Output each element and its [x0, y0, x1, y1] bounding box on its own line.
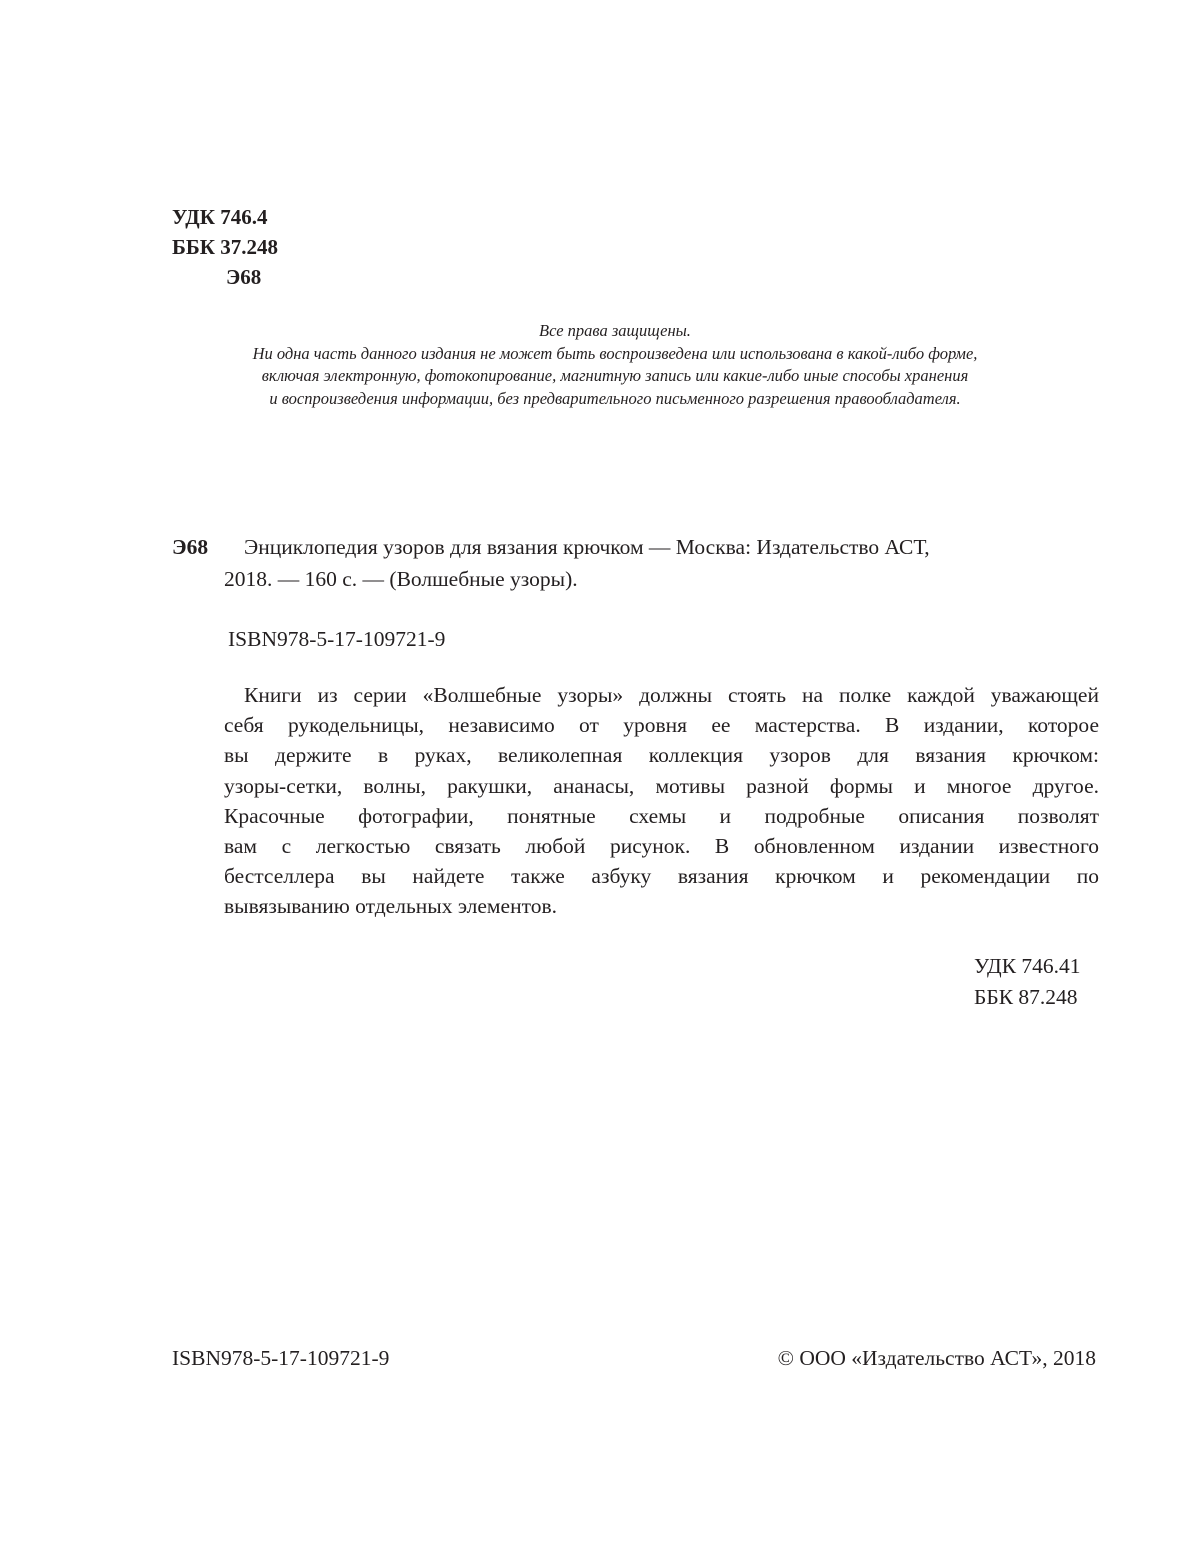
annotation-line: узоры-сетки, волны, ракушки, ананасы, мотивы разной формы и многое другое. — [224, 773, 1099, 798]
annotation-line: Книги из серии «Волшебные узоры» должны стоять на полке каждой уважающей — [244, 683, 1099, 707]
annotation-line: Красочные фотографии, понятные схемы и подробные описания позволят — [224, 803, 1099, 828]
rights-line-1: Все права защищены. — [539, 321, 691, 340]
author-mark: Э68 — [226, 265, 262, 289]
entry-imprint-line: 2018. — 160 с. — (Волшебные узоры). — [224, 567, 578, 591]
classification-codes-right — [974, 951, 1081, 1013]
annotation-line: вывязыванию отдельных элементов. — [224, 894, 557, 919]
rights-line-4: и воспроизведения информации, без предварительного письменного разрешения правообладателя. — [269, 388, 961, 408]
entry-title-line: Энциклопедия узоров для вязания крючком — Москва: Издательство АСТ, — [244, 535, 930, 559]
annotation-line: себя рукодельницы, независимо от уровня ее мастерства. В издании, которое — [224, 713, 1099, 738]
annotation-paragraph — [224, 680, 1099, 922]
rights-line-3: включая электронную, фотокопирование, магнитную запись или какие-либо иные способы хранения — [261, 366, 969, 385]
annotation-line: вы держите в руках, великолепная коллекция узоров для вязания крючком: — [224, 743, 1099, 768]
classification-block — [172, 202, 278, 292]
entry-isbn: ISBN978-5-17-109721-9 — [228, 627, 446, 651]
udk-code: УДК 746.4 — [172, 205, 268, 229]
footer-isbn: ISBN978-5-17-109721-9 — [172, 1346, 390, 1370]
annotation-line: бестселлера вы найдете также азбуку вязания крючком и рекомендации по — [224, 864, 1099, 889]
rights-notice — [200, 320, 1030, 410]
rights-line-2: Ни одна часть данного издания не может быть воспроизведена или использована в какой-либо форме, — [252, 343, 978, 363]
bbk-code: ББК 37.248 — [172, 235, 278, 259]
bbk-code-right: ББК 87.248 — [974, 985, 1078, 1009]
udk-code-right: УДК 746.41 — [974, 954, 1081, 978]
entry-author-mark: Э68 — [172, 535, 209, 559]
annotation-line: вам с легкостью связать любой рисунок. В обновленном издании известного — [224, 834, 1099, 859]
copyright-notice: © ООО «Издательство АСТ», 2018 — [777, 1346, 1096, 1370]
